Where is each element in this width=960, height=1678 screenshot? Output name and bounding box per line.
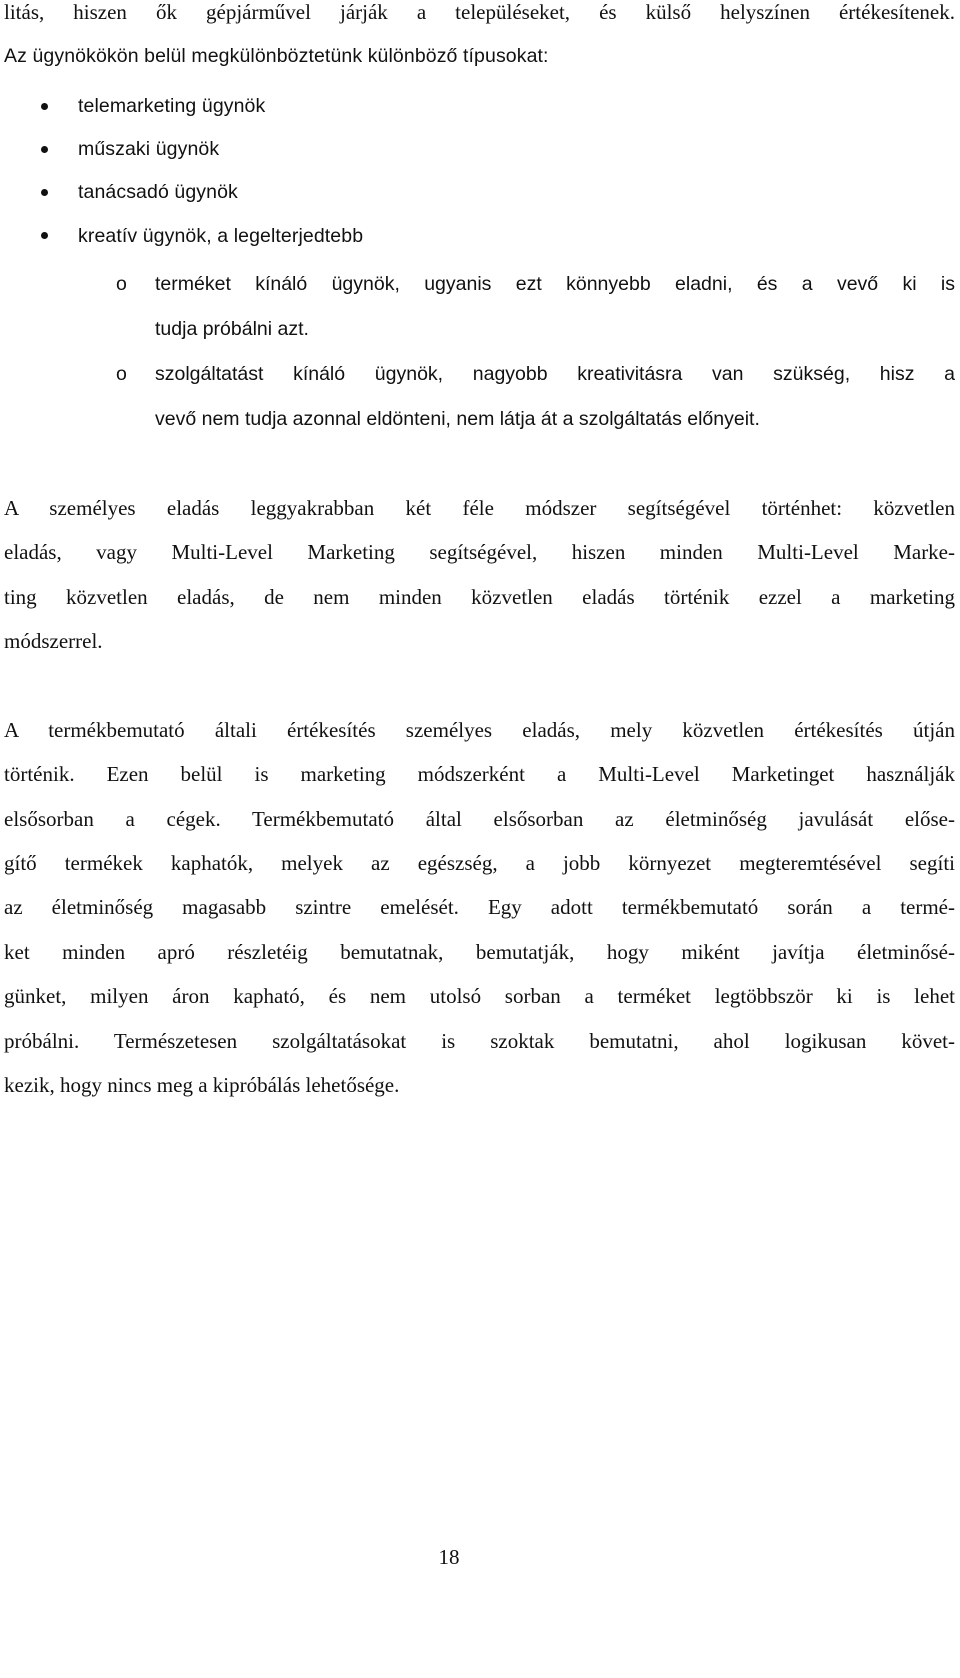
paragraph-line: A termékbemutató általi értékesítés személyes eladás, mely közvetlen értékesítés útján: [4, 718, 955, 742]
paragraph-line: elsősorban a cégek. Termékbemutató által elsősorban az életminőség javulását előse-: [4, 807, 955, 831]
paragraph-line: günket, milyen áron kapható, és nem utolsó sorban a terméket legtöbbször ki is lehet: [4, 984, 955, 1008]
paragraph-line: kezik, hogy nincs meg a kipróbálás lehetősége.: [4, 1073, 400, 1097]
paragraph-line: próbálni. Természetesen szolgáltatásokat is szoktak bemutatni, ahol logikusan követ-: [4, 1029, 955, 1053]
list-item: kreatív ügynök, a legelterjedtebb: [78, 225, 364, 247]
bullet-dot-icon: [41, 103, 48, 110]
paragraph-line: eladás, vagy Multi-Level Marketing segítségével, hiszen minden Multi-Level Marke-: [4, 540, 955, 564]
sub-bullet-marker: o: [116, 273, 127, 295]
list-item: tanácsadó ügynök: [78, 181, 238, 203]
bullet-dot-icon: [41, 232, 48, 239]
sub-item-2-line-2: vevő nem tudja azonnal eldönteni, nem látja át a szolgáltatás előnyeit.: [155, 408, 760, 430]
paragraph-line: gítő termékek kaphatók, melyek az egészség, a jobb környezet megteremtésével segíti: [4, 851, 955, 875]
paragraph-line: módszerrel.: [4, 629, 103, 653]
paragraph-line: történik. Ezen belül is marketing módszerként a Multi-Level Marketinget használják: [4, 762, 955, 786]
bullet-dot-icon: [41, 189, 48, 196]
list-item: műszaki ügynök: [78, 138, 220, 160]
page-number: 18: [438, 1545, 460, 1569]
sub-item-2-line-1: szolgáltatást kínáló ügynök, nagyobb kreativitásra van szükség, hisz a: [155, 363, 955, 385]
sub-bullet-marker: o: [116, 363, 127, 385]
sub-item-1-line-1: terméket kínáló ügynök, ugyanis ezt könnyebb eladni, és a vevő ki is: [155, 273, 955, 295]
paragraph-line: az életminőség magasabb szintre emelését. Egy adott termékbemutató során a termé-: [4, 895, 955, 919]
list-item: telemarketing ügynök: [78, 95, 266, 117]
sub-item-1-line-2: tudja próbálni azt.: [155, 318, 309, 340]
bullet-dot-icon: [41, 146, 48, 153]
intro-line-2: Az ügynökökön belül megkülönböztetünk különböző típusokat:: [4, 45, 549, 67]
paragraph-line: ting közvetlen eladás, de nem minden közvetlen eladás történik ezzel a marketing: [4, 585, 955, 609]
paragraph-line: A személyes eladás leggyakrabban két féle módszer segítségével történhet: közvetlen: [4, 496, 955, 520]
intro-line-1: litás, hiszen ők gépjárművel járják a településeket, és külső helyszínen értékesítenek.: [4, 0, 955, 24]
paragraph-line: ket minden apró részletéig bemutatnak, bemutatják, hogy miként javítja életminősé-: [4, 940, 955, 964]
